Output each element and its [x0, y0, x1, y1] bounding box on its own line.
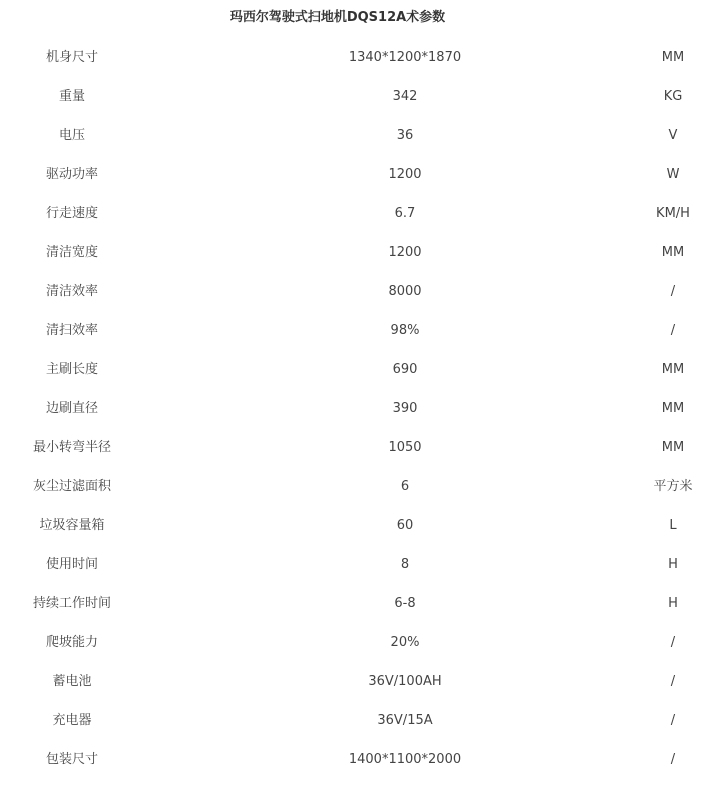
spec-value: 1050	[388, 440, 422, 455]
spec-row	[0, 662, 701, 701]
spec-unit: MM	[661, 50, 685, 65]
spec-row	[0, 467, 701, 506]
spec-unit: 平方米	[653, 479, 693, 494]
spec-value: 20%	[390, 635, 420, 650]
spec-name: 持续工作时间	[32, 596, 111, 611]
spec-value: 6.7	[394, 206, 416, 221]
spec-name: 最小转弯半径	[32, 440, 111, 455]
spec-row	[0, 272, 701, 311]
spec-row	[0, 584, 701, 623]
spec-name: 清洁效率	[45, 284, 98, 299]
spec-value: 1400*1100*2000	[348, 752, 462, 767]
spec-unit: MM	[661, 401, 685, 416]
spec-unit: H	[668, 557, 678, 572]
spec-name: 重量	[58, 89, 85, 104]
spec-row	[0, 155, 701, 194]
spec-value: 6	[400, 479, 410, 494]
spec-value: 8	[400, 557, 410, 572]
spec-unit: H	[668, 596, 678, 611]
spec-unit: /	[670, 674, 676, 689]
spec-name: 蓄电池	[52, 674, 92, 689]
spec-name: 灰尘过滤面积	[32, 479, 111, 494]
spec-unit: /	[670, 713, 676, 728]
spec-table	[0, 38, 701, 779]
spec-unit: W	[666, 167, 680, 182]
spec-name: 使用时间	[45, 557, 98, 572]
spec-value: 98%	[390, 323, 420, 338]
spec-unit: MM	[661, 245, 685, 260]
spec-unit: /	[670, 635, 676, 650]
spec-row	[0, 233, 701, 272]
spec-unit: KG	[663, 89, 683, 104]
spec-unit: MM	[661, 362, 685, 377]
spec-row	[0, 545, 701, 584]
spec-row	[0, 38, 701, 77]
spec-name: 垃圾容量箱	[39, 518, 105, 533]
spec-value: 36V/100AH	[368, 674, 442, 689]
spec-value: 8000	[388, 284, 422, 299]
spec-row	[0, 116, 701, 155]
spec-name: 边刷直径	[45, 401, 98, 416]
spec-name: 爬坡能力	[45, 635, 98, 650]
spec-name: 机身尺寸	[45, 50, 98, 65]
page-title: 玛西尔驾驶式扫地机DQS12A术参数	[229, 10, 446, 25]
spec-unit: KM/H	[656, 206, 690, 221]
spec-value: 342	[392, 89, 418, 104]
spec-value: 690	[392, 362, 418, 377]
spec-row	[0, 428, 701, 467]
spec-value: 1200	[388, 167, 422, 182]
spec-row	[0, 623, 701, 662]
spec-value: 390	[392, 401, 418, 416]
spec-row	[0, 389, 701, 428]
spec-row	[0, 194, 701, 233]
spec-value: 36	[396, 128, 414, 143]
spec-value: 1340*1200*1870	[348, 50, 462, 65]
spec-row	[0, 77, 701, 116]
spec-row	[0, 311, 701, 350]
spec-row	[0, 350, 701, 389]
spec-value: 60	[396, 518, 414, 533]
spec-name: 驱动功率	[45, 167, 98, 182]
spec-row	[0, 740, 701, 779]
spec-name: 电压	[58, 128, 85, 143]
spec-unit: /	[670, 752, 676, 767]
spec-unit: /	[670, 323, 676, 338]
spec-name: 充电器	[52, 713, 92, 728]
spec-row	[0, 506, 701, 545]
spec-name: 行走速度	[45, 206, 98, 221]
spec-unit: V	[668, 128, 678, 143]
spec-value: 36V/15A	[377, 713, 433, 728]
spec-name: 清洁宽度	[45, 245, 98, 260]
spec-unit: MM	[661, 440, 685, 455]
spec-unit: /	[670, 284, 676, 299]
spec-value: 1200	[388, 245, 422, 260]
spec-value: 6-8	[394, 596, 416, 611]
spec-unit: L	[669, 518, 677, 533]
spec-name: 主刷长度	[45, 362, 98, 377]
spec-name: 包装尺寸	[45, 752, 98, 767]
spec-name: 清扫效率	[45, 323, 98, 338]
spec-row	[0, 701, 701, 740]
